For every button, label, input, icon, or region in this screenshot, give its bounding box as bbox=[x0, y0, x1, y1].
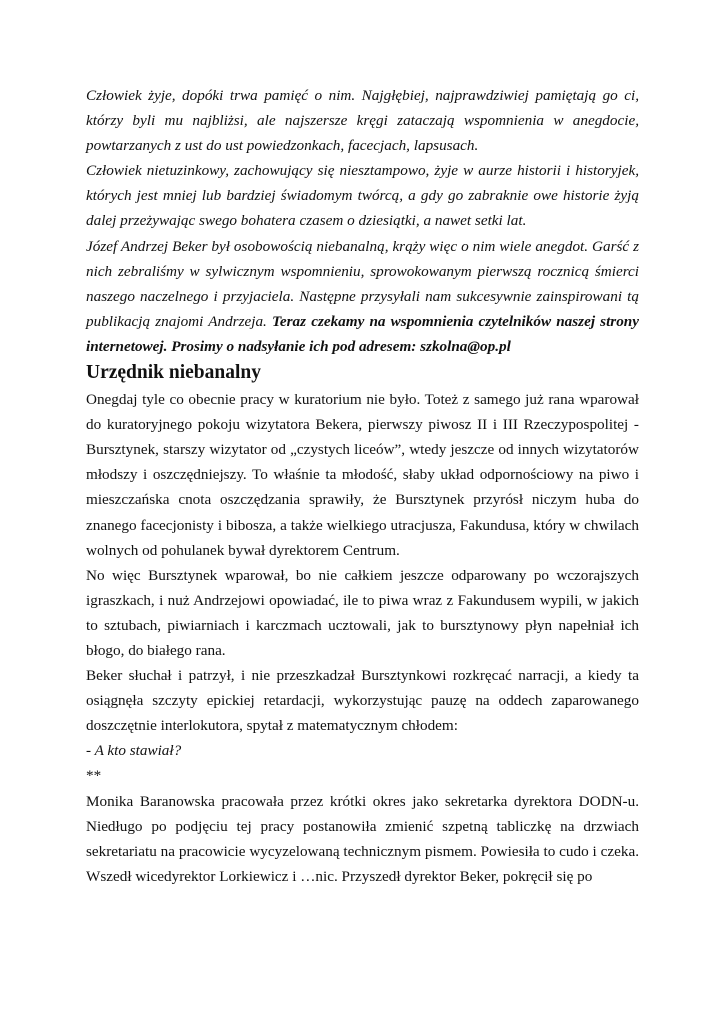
intro-paragraph-3-text: Józef Andrzej Beker był osobowością niebanalną, krąży więc o nim wiele anegdot. Garść z nich zebraliśmy w sylwicznym wspomnieniu, sprowokowanym pierwszą rocznicą śmierci naszego naczelnego i przyjaciela. Następne przysyłali nam sukcesywnie zainspirowani tą publikacją znajomi Andrzeja. bbox=[86, 237, 639, 330]
article-body bbox=[86, 387, 639, 889]
article-paragraph-4: Monika Baranowska pracowała przez krótki okres jako sekretarka dyrektora DODN-u. Niedługo po podjęciu tej pracy postanowiła zmienić szpetną tabliczkę na drzwiach sekretariatu na pracowicie wycyzelowaną technicznym pismem. Powiesiła to cudo i czeka. Wszedł wicedyrektor Lorkiewicz i …nic. Przyszedł dyrektor Beker, pokręcił się po bbox=[86, 792, 639, 885]
article-paragraph-3: Beker słuchał i patrzył, i nie przeszkadzał Bursztynkowi rozkręcać narracji, a kiedy ta osiągnęła szczyty epickiej retardacji, wykorzystując pauzę na oddech zaparowanego doszczętnie interlokutora, spytał z matematycznym chłodem: bbox=[86, 667, 639, 735]
article-title: Urzędnik niebanalny bbox=[86, 362, 261, 384]
intro-section bbox=[86, 83, 639, 359]
intro-paragraph-3 bbox=[86, 234, 639, 359]
intro-paragraph-2: Człowiek nietuzinkowy, zachowujący się niesztampowo, żyje w aurze historii i historyjek, których jest mniej lub bardziej świadomym twórcą, a gdy go zabraknie owe historie żyją dalej przeżywając swego bohatera czasem o dziesiątki, a nawet setki lat. bbox=[86, 162, 639, 230]
intro-call-to-action: Teraz czekamy na wspomnienia czytelników naszej strony internetowej. Prosimy o nadsyłanie ich pod adresem: szkolna@op.pl bbox=[86, 312, 639, 355]
article-paragraph-2: No więc Bursztynek wparował, bo nie całkiem jeszcze odparowany po wczorajszych igraszkach, i nuż Andrzejowi opowiadać, ile to piwa wraz z Fakundusem wypili, w jakich to sztubach, piwiarniach i karczmach ucztowali, jak to bursztynowy płyn napełniał ich błogo, do białego rana. bbox=[86, 566, 639, 659]
article-quote: - A kto stawiał? bbox=[86, 742, 182, 760]
section-separator: ** bbox=[86, 767, 102, 785]
document-page bbox=[86, 83, 639, 889]
intro-paragraph-1: Człowiek żyje, dopóki trwa pamięć o nim. Najgłębiej, najprawdziwiej pamiętają go ci, którzy byli mu najbliżsi, ale najszersze kręgi zataczają wspomnienia w anegdocie, powtarzanych z ust do ust powiedzonkach, facecjach, lapsusach. bbox=[86, 87, 639, 155]
article-paragraph-1: Onegdaj tyle co obecnie pracy w kuratorium nie było. Toteż z samego już rana wparował do kuratoryjnego pokoju wizytatora Bekera, pierwszy piwosz II i III Rzeczypospolitej - Bursztynek, starszy wizytator od „czystych liceów”, wtedy jeszcze od innych wizytatorów młodszy i oszczędniejszy. To właśnie ta młodość, słaby układ odpornościowy na piwo i mieszczańska cnota oszczędzania sprawiły, że Bursztynek przyrósł niczym huba do znanego facecjonisty i bibosza, a także wielkiego utracjusza, Fakundusa, który w chwilach wolnych od pohulanek bywał dyrektorem Centrum. bbox=[86, 391, 639, 559]
